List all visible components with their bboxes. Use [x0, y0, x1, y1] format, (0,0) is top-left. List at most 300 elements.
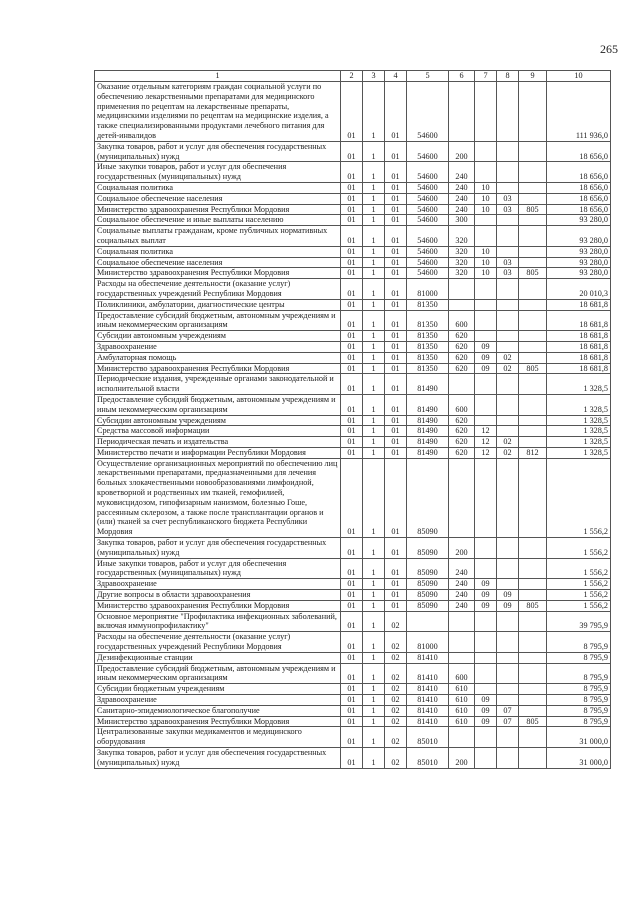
- code-ministry: 805: [519, 363, 547, 374]
- code-subsection: [497, 279, 519, 300]
- code-event: 02: [385, 611, 407, 632]
- code-ministry: [519, 226, 547, 247]
- code-ministry: [519, 193, 547, 204]
- code-section: [475, 331, 497, 342]
- code-ministry: 805: [519, 204, 547, 215]
- page-number: 265: [600, 42, 618, 56]
- table-row: [95, 611, 611, 632]
- code-subprogram: 1: [363, 415, 385, 426]
- code-section: [475, 538, 497, 559]
- code-direction: 81490: [407, 415, 449, 426]
- code-direction: 54600: [407, 268, 449, 279]
- code-event: 01: [385, 246, 407, 257]
- code-expense-type: 620: [449, 426, 475, 437]
- code-section: [475, 310, 497, 331]
- amount: 93 280,0: [547, 226, 611, 247]
- header-cell: 1: [95, 71, 341, 82]
- code-event: 01: [385, 204, 407, 215]
- table-row: [95, 748, 611, 769]
- table-row: [95, 716, 611, 727]
- row-name: Здравоохранение: [95, 579, 341, 590]
- amount: 1 556,2: [547, 590, 611, 601]
- code-program: 01: [341, 331, 363, 342]
- code-program: 01: [341, 716, 363, 727]
- row-name: Расходы на обеспечение деятельности (оказание услуг) государственных учреждений Республики Мордовия: [95, 279, 341, 300]
- code-subprogram: 1: [363, 684, 385, 695]
- code-subsection: [497, 182, 519, 193]
- table-row: [95, 727, 611, 748]
- code-expense-type: 620: [449, 437, 475, 448]
- row-name: Субсидии автономным учреждениям: [95, 415, 341, 426]
- code-subsection: 02: [497, 447, 519, 458]
- code-section: [475, 226, 497, 247]
- table-row: [95, 279, 611, 300]
- amount: 8 795,9: [547, 705, 611, 716]
- code-section: 12: [475, 437, 497, 448]
- code-subprogram: 1: [363, 748, 385, 769]
- code-direction: 54600: [407, 215, 449, 226]
- row-name: Амбулаторная помощь: [95, 352, 341, 363]
- code-direction: 85090: [407, 579, 449, 590]
- code-program: 01: [341, 341, 363, 352]
- table-row: [95, 447, 611, 458]
- code-expense-type: 240: [449, 162, 475, 183]
- code-subsection: [497, 394, 519, 415]
- code-program: 01: [341, 632, 363, 653]
- code-expense-type: 600: [449, 394, 475, 415]
- row-name: Социальная политика: [95, 182, 341, 193]
- code-direction: 81490: [407, 426, 449, 437]
- row-name: Иные закупки товаров, работ и услуг для обеспечения государственных (муниципальных) нужд: [95, 558, 341, 579]
- code-expense-type: 200: [449, 748, 475, 769]
- row-name: Министерство здравоохранения Республики Мордовия: [95, 716, 341, 727]
- row-name: Средства массовой информации: [95, 426, 341, 437]
- table-row: [95, 374, 611, 395]
- code-program: 01: [341, 268, 363, 279]
- table-row: [95, 600, 611, 611]
- code-subsection: [497, 426, 519, 437]
- row-name: Предоставление субсидий бюджетным, автономным учреждениям и иным некоммерческим организациям: [95, 394, 341, 415]
- table-row: [95, 590, 611, 601]
- code-section: 09: [475, 705, 497, 716]
- code-ministry: [519, 705, 547, 716]
- code-event: 02: [385, 652, 407, 663]
- code-section: [475, 458, 497, 537]
- code-subsection: [497, 341, 519, 352]
- code-direction: 81000: [407, 279, 449, 300]
- amount: 1 328,5: [547, 415, 611, 426]
- code-ministry: [519, 426, 547, 437]
- code-ministry: [519, 331, 547, 342]
- code-direction: 81350: [407, 352, 449, 363]
- code-subprogram: 1: [363, 193, 385, 204]
- row-name: Министерство здравоохранения Республики Мордовия: [95, 268, 341, 279]
- code-expense-type: 320: [449, 246, 475, 257]
- table-row: [95, 705, 611, 716]
- code-section: 10: [475, 193, 497, 204]
- table-row: [95, 415, 611, 426]
- code-expense-type: [449, 611, 475, 632]
- code-ministry: [519, 82, 547, 142]
- code-program: 01: [341, 226, 363, 247]
- code-ministry: [519, 611, 547, 632]
- table-row: [95, 363, 611, 374]
- code-event: 01: [385, 341, 407, 352]
- code-subprogram: 1: [363, 611, 385, 632]
- code-ministry: [519, 538, 547, 559]
- code-ministry: [519, 632, 547, 653]
- code-event: 01: [385, 82, 407, 142]
- code-section: [475, 141, 497, 162]
- table-row: [95, 331, 611, 342]
- code-event: 01: [385, 447, 407, 458]
- code-program: 01: [341, 652, 363, 663]
- code-subprogram: 1: [363, 663, 385, 684]
- amount: 18 656,0: [547, 193, 611, 204]
- code-section: 10: [475, 246, 497, 257]
- amount: 93 280,0: [547, 268, 611, 279]
- code-program: 01: [341, 352, 363, 363]
- code-subsection: [497, 663, 519, 684]
- code-program: 01: [341, 579, 363, 590]
- code-expense-type: 620: [449, 331, 475, 342]
- code-event: 01: [385, 257, 407, 268]
- code-event: 02: [385, 695, 407, 706]
- amount: 18 681,8: [547, 331, 611, 342]
- code-section: 09: [475, 590, 497, 601]
- header-cell: 9: [519, 71, 547, 82]
- amount: 18 681,8: [547, 310, 611, 331]
- code-subsection: [497, 558, 519, 579]
- code-subsection: [497, 82, 519, 142]
- code-subsection: [497, 727, 519, 748]
- code-ministry: [519, 663, 547, 684]
- code-expense-type: 610: [449, 716, 475, 727]
- amount: 1 328,5: [547, 447, 611, 458]
- code-program: 01: [341, 748, 363, 769]
- code-direction: 81410: [407, 684, 449, 695]
- code-subprogram: 1: [363, 374, 385, 395]
- code-subsection: [497, 684, 519, 695]
- code-event: 01: [385, 193, 407, 204]
- code-subsection: 03: [497, 268, 519, 279]
- code-program: 01: [341, 538, 363, 559]
- amount: 1 328,5: [547, 437, 611, 448]
- code-expense-type: 320: [449, 257, 475, 268]
- code-direction: 85090: [407, 600, 449, 611]
- table-row: [95, 182, 611, 193]
- code-expense-type: [449, 458, 475, 537]
- code-direction: 81410: [407, 652, 449, 663]
- row-name: Социальная политика: [95, 246, 341, 257]
- amount: 1 556,2: [547, 458, 611, 537]
- code-direction: 54600: [407, 226, 449, 247]
- code-section: 12: [475, 447, 497, 458]
- code-ministry: [519, 652, 547, 663]
- code-direction: 81410: [407, 716, 449, 727]
- table-row: [95, 215, 611, 226]
- code-section: 09: [475, 341, 497, 352]
- code-subsection: [497, 611, 519, 632]
- code-subsection: 02: [497, 363, 519, 374]
- code-event: 02: [385, 632, 407, 653]
- table-row: [95, 341, 611, 352]
- amount: 1 556,2: [547, 579, 611, 590]
- code-program: 01: [341, 246, 363, 257]
- row-name: Поликлиники, амбулатории, диагностические центры: [95, 299, 341, 310]
- code-subprogram: 1: [363, 331, 385, 342]
- code-ministry: [519, 374, 547, 395]
- row-name: Закупка товаров, работ и услуг для обеспечения государственных (муниципальных) нужд: [95, 538, 341, 559]
- table-row: [95, 458, 611, 537]
- code-program: 01: [341, 204, 363, 215]
- code-subprogram: 1: [363, 352, 385, 363]
- code-subprogram: 1: [363, 538, 385, 559]
- code-subsection: [497, 331, 519, 342]
- code-expense-type: [449, 82, 475, 142]
- code-subprogram: 1: [363, 600, 385, 611]
- row-name: Расходы на обеспечение деятельности (оказание услуг) государственных учреждений Республики Мордовия: [95, 632, 341, 653]
- code-expense-type: [449, 652, 475, 663]
- table-row: [95, 82, 611, 142]
- table-row: [95, 663, 611, 684]
- code-direction: [407, 611, 449, 632]
- code-section: 09: [475, 579, 497, 590]
- code-event: 01: [385, 279, 407, 300]
- code-section: [475, 415, 497, 426]
- amount: 18 656,0: [547, 204, 611, 215]
- amount: 93 280,0: [547, 215, 611, 226]
- code-subsection: [497, 632, 519, 653]
- code-subprogram: 1: [363, 458, 385, 537]
- code-direction: 81490: [407, 374, 449, 395]
- code-subprogram: 1: [363, 695, 385, 706]
- code-program: 01: [341, 363, 363, 374]
- code-direction: 81410: [407, 663, 449, 684]
- code-section: [475, 632, 497, 653]
- code-expense-type: 200: [449, 141, 475, 162]
- code-ministry: [519, 727, 547, 748]
- code-subprogram: 1: [363, 162, 385, 183]
- code-direction: 81410: [407, 705, 449, 716]
- header-cell: 2: [341, 71, 363, 82]
- code-direction: 81350: [407, 331, 449, 342]
- code-subsection: [497, 310, 519, 331]
- table-row: [95, 162, 611, 183]
- code-event: 01: [385, 374, 407, 395]
- code-ministry: [519, 352, 547, 363]
- table-row: [95, 299, 611, 310]
- code-ministry: [519, 215, 547, 226]
- amount: 1 328,5: [547, 394, 611, 415]
- row-name: Министерство здравоохранения Республики Мордовия: [95, 204, 341, 215]
- code-subsection: 07: [497, 716, 519, 727]
- code-subsection: [497, 215, 519, 226]
- code-direction: 81490: [407, 447, 449, 458]
- amount: 1 556,2: [547, 600, 611, 611]
- budget-table-body: [95, 71, 611, 769]
- table-row: [95, 204, 611, 215]
- row-name: Централизованные закупки медикаментов и медицинского оборудования: [95, 727, 341, 748]
- table-row: [95, 579, 611, 590]
- code-subsection: [497, 299, 519, 310]
- code-subprogram: 1: [363, 246, 385, 257]
- code-subprogram: 1: [363, 394, 385, 415]
- row-name: Дезинфекционные станции: [95, 652, 341, 663]
- amount: 18 681,8: [547, 363, 611, 374]
- code-section: [475, 374, 497, 395]
- row-name: Предоставление субсидий бюджетным, автономным учреждениям и иным некоммерческим организациям: [95, 663, 341, 684]
- code-program: 01: [341, 215, 363, 226]
- row-name: Основное мероприятие "Профилактика инфекционных заболеваний, включая иммунопрофилактику": [95, 611, 341, 632]
- code-subsection: [497, 748, 519, 769]
- code-event: 02: [385, 727, 407, 748]
- code-subprogram: 1: [363, 182, 385, 193]
- code-section: [475, 162, 497, 183]
- code-subsection: [497, 579, 519, 590]
- code-event: 01: [385, 226, 407, 247]
- amount: 111 936,0: [547, 82, 611, 142]
- header-cell: 5: [407, 71, 449, 82]
- table-row: [95, 538, 611, 559]
- code-program: 01: [341, 705, 363, 716]
- code-expense-type: [449, 279, 475, 300]
- code-event: 01: [385, 558, 407, 579]
- row-name: Социальное обеспечение населения: [95, 257, 341, 268]
- amount: 1 328,5: [547, 374, 611, 395]
- code-program: 01: [341, 590, 363, 601]
- code-program: 01: [341, 727, 363, 748]
- code-direction: 54600: [407, 193, 449, 204]
- table-row: [95, 310, 611, 331]
- code-ministry: [519, 310, 547, 331]
- code-program: 01: [341, 82, 363, 142]
- code-section: [475, 684, 497, 695]
- code-program: 01: [341, 611, 363, 632]
- code-ministry: [519, 257, 547, 268]
- code-subsection: 03: [497, 193, 519, 204]
- amount: 31 000,0: [547, 748, 611, 769]
- code-section: 12: [475, 426, 497, 437]
- code-program: 01: [341, 426, 363, 437]
- row-name: Периодическая печать и издательства: [95, 437, 341, 448]
- code-subprogram: 1: [363, 310, 385, 331]
- amount: 8 795,9: [547, 684, 611, 695]
- table-row: [95, 684, 611, 695]
- code-section: [475, 82, 497, 142]
- table-row: [95, 632, 611, 653]
- table-row: [95, 193, 611, 204]
- code-section: [475, 279, 497, 300]
- code-direction: 85090: [407, 458, 449, 537]
- header-cell: 4: [385, 71, 407, 82]
- amount: 18 656,0: [547, 182, 611, 193]
- code-section: [475, 611, 497, 632]
- code-expense-type: 240: [449, 558, 475, 579]
- table-row: [95, 246, 611, 257]
- code-event: 02: [385, 748, 407, 769]
- code-subsection: [497, 415, 519, 426]
- code-direction: 81410: [407, 695, 449, 706]
- header-row: [95, 71, 611, 82]
- code-event: 01: [385, 310, 407, 331]
- amount: 39 795,9: [547, 611, 611, 632]
- code-program: 01: [341, 394, 363, 415]
- code-subprogram: 1: [363, 558, 385, 579]
- code-expense-type: [449, 632, 475, 653]
- code-section: 09: [475, 600, 497, 611]
- code-ministry: [519, 748, 547, 769]
- code-section: 10: [475, 268, 497, 279]
- code-expense-type: 620: [449, 447, 475, 458]
- table-row: [95, 558, 611, 579]
- amount: 1 556,2: [547, 558, 611, 579]
- code-expense-type: 610: [449, 705, 475, 716]
- header-cell: 8: [497, 71, 519, 82]
- code-expense-type: [449, 374, 475, 395]
- amount: 8 795,9: [547, 663, 611, 684]
- row-name: Министерство здравоохранения Республики Мордовия: [95, 600, 341, 611]
- code-subsection: 09: [497, 590, 519, 601]
- code-program: 01: [341, 695, 363, 706]
- code-program: 01: [341, 141, 363, 162]
- code-expense-type: 620: [449, 352, 475, 363]
- budget-table: [94, 70, 611, 769]
- table-row: [95, 257, 611, 268]
- amount: 8 795,9: [547, 652, 611, 663]
- header-cell: 6: [449, 71, 475, 82]
- code-event: 02: [385, 716, 407, 727]
- amount: 93 280,0: [547, 257, 611, 268]
- row-name: Закупка товаров, работ и услуг для обеспечения государственных (муниципальных) нужд: [95, 141, 341, 162]
- code-subsection: 03: [497, 204, 519, 215]
- code-event: 02: [385, 663, 407, 684]
- code-ministry: [519, 579, 547, 590]
- code-subprogram: 1: [363, 652, 385, 663]
- code-direction: 54600: [407, 182, 449, 193]
- code-section: [475, 558, 497, 579]
- code-subsection: [497, 374, 519, 395]
- code-subprogram: 1: [363, 226, 385, 247]
- code-subprogram: 1: [363, 705, 385, 716]
- code-ministry: [519, 437, 547, 448]
- code-subsection: [497, 695, 519, 706]
- code-expense-type: 240: [449, 182, 475, 193]
- code-subprogram: 1: [363, 204, 385, 215]
- row-name: Закупка товаров, работ и услуг для обеспечения государственных (муниципальных) нужд: [95, 748, 341, 769]
- code-direction: 81350: [407, 363, 449, 374]
- code-program: 01: [341, 193, 363, 204]
- code-subprogram: 1: [363, 363, 385, 374]
- code-direction: 81490: [407, 437, 449, 448]
- row-name: Здравоохранение: [95, 341, 341, 352]
- amount: 8 795,9: [547, 632, 611, 653]
- code-ministry: [519, 684, 547, 695]
- header-cell: 10: [547, 71, 611, 82]
- code-ministry: [519, 341, 547, 352]
- amount: 31 000,0: [547, 727, 611, 748]
- code-subprogram: 1: [363, 579, 385, 590]
- row-name: Социальное обеспечение и иные выплаты населению: [95, 215, 341, 226]
- code-event: 01: [385, 268, 407, 279]
- code-ministry: 812: [519, 447, 547, 458]
- row-name: Санитарно-эпидемиологическое благополучие: [95, 705, 341, 716]
- code-expense-type: 620: [449, 363, 475, 374]
- code-subsection: [497, 141, 519, 162]
- row-name: Субсидии автономным учреждениям: [95, 331, 341, 342]
- code-section: 09: [475, 363, 497, 374]
- code-expense-type: [449, 299, 475, 310]
